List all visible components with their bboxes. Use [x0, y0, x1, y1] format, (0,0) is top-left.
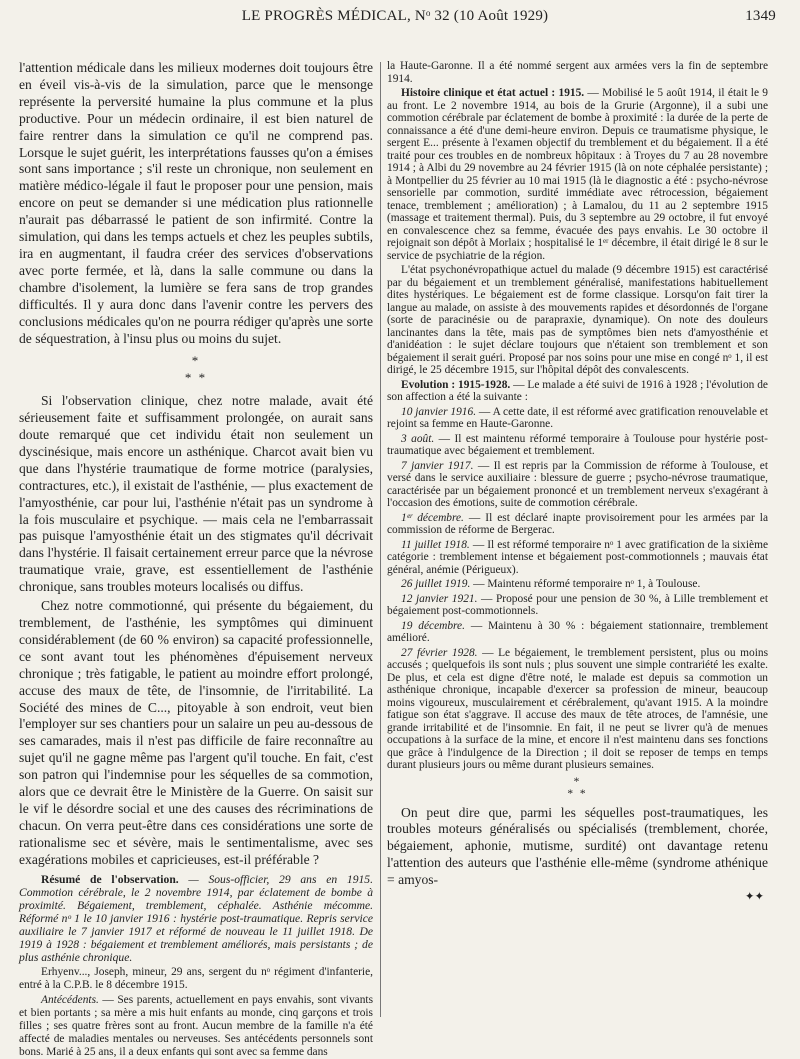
evolution-entry [387, 578, 768, 591]
evolution-entry [387, 647, 768, 772]
paragraph-continued: la Haute-Garonne. Il a été nommé sergent aux armées vers la fin de septembre 1914. [387, 60, 768, 85]
left-column [19, 60, 373, 1059]
right-column [387, 60, 768, 1049]
entry-date: 27 février 1928. [401, 646, 478, 659]
entry-date: 1ᵉʳ décembre. [401, 511, 464, 524]
entry-date: 10 janvier 1916. [401, 405, 477, 418]
end-ornament: ✦✦ [744, 891, 764, 904]
patient-identity: Erhyenv..., Joseph, mineur, 29 ans, sergent du nᵒ régiment d'infanterie, entré à la C.P.B. le 8 décembre 1915. [19, 965, 373, 991]
antecedents-paragraph [19, 994, 373, 1059]
page-number: 1349 [745, 8, 776, 24]
history-text: — Mobilisé le 5 août 1914, il était le 9 au front. Le 2 novembre 1914, au bois de la Grurie (Argonne), il a subi une commotion cérébrale par éclatement de bombe à proximité : la durée de la perte de connaissance a été d'une demi-heure environ. Depuis ce traumatisme physique, le sergent E... présente à l'examen objectif du tremblement et du bégaiement. Il a été traité pour ces troubles en de nombreux hôpitaux : à Troyes du 7 au 28 novembre 1914 ; à Albi du 29 novembre au 24 février 1915 (là on note céphalée persistante) ; à Montpellier du 25 février au 10 mai 1915 (là le diagnostic a été : psycho-névrose sensorielle par commotion, surdité immédiate avec rétrocession, bégaiement tenace, tremblement ; amélioration) ; à Lamalou, du 11 au 2 septembre 1915 (massage et traitement thermal). Puis, du 3 septembre au 29 octobre, il fut envoyé en convalescence chez sa femme, évacuée des pays envahis. Le 30 octobre il rejoignait son dépôt à Morlaix ; hospitalisé le 1ᵉʳ décembre, il était dirigé le 8 sur le service de psychiatrie de la région. [387, 87, 769, 262]
evolution-entry [387, 512, 768, 537]
history-label: Histoire clinique et état actuel : 1915. [401, 87, 585, 99]
summary-label: Résumé de l'observation. [41, 872, 179, 886]
entry-text: — Proposé pour une pension de 30 %, à Lille tremblement et bégaiement post-commotionnels. [387, 592, 768, 617]
entry-text: — Maintenu réformé temporaire nᵒ 1, à Toulouse. [470, 578, 701, 590]
paragraph-commotionne: Chez notre commotionné, qui présente du bégaiement, du tremblement, de l'asthénie, les symptômes qui diminuent considérablement (de 60 % environ) sa capacité professionnelle, ce sont avant tout les phénomènes d'épuisement nerveux chronique ; très fatigable, le patient au moindre effort prolongé, accuse des maux de tête, de l'insomnie, de l'irritabilité. La Société des mines de C..., pitoyable à son endroit, veut bien l'employer sur ses chantiers pour un salaire un peu au-dessous de ses camarades, mais il n'est pas difficile de faire reconnaître au sujet qu'il ne gagne même pas l'argent qu'il touche. En fait, c'est son patron qui l'indemnise pour les séquelles de sa commotion, alors que ce devrait être le Ministère de la Guerre. On saisit sur le vif le désordre social et une des causes des récriminations de chacun. On verra peut-être dans ces considérations une sorte de rationalisme sec et sévère, mais le sentimentalisme, avec ses exagérations mobiles et capricieuses, est-il préférable ? [19, 598, 373, 867]
entry-date: 12 janvier 1921. [401, 592, 478, 605]
evolution-entry [387, 406, 768, 431]
entry-text: — Il est repris par la Commission de réforme à Toulouse, et versé dans le service auxiliaire : blessure de guerre ; psycho-névrose traumatique, caractérisée par un bégaiement prononcé et un tremblement nerveux s'exagérant à l'occasion des émotions, suite de commotion cérébrale. [387, 459, 768, 509]
entry-text: — Il est déclaré inapte provisoirement pour les armées par la commission de réforme de Bergerac. [387, 511, 768, 536]
evolution-entry [387, 460, 768, 510]
evolution-paragraph [387, 379, 768, 404]
evolution-text: — Le malade a été suivi de 1916 à 1928 ; l'évolution de son affection a été la suivante : [387, 378, 768, 403]
entry-text: — A cette date, il est réformé avec gratification renouvelable et rejoint sa femme en Haute-Garonne. [387, 405, 768, 430]
entry-text: — Maintenu à 30 % : bégaiement stationnaire, tremblement amélioré. [387, 619, 769, 644]
journal-title: LE PROGRÈS MÉDICAL, Nᵒ 32 (10 Août 1929) [241, 8, 549, 24]
evolution-entry [387, 593, 768, 618]
entry-date: 3 août. [401, 432, 435, 445]
evolution-entry [387, 433, 768, 458]
entry-text: — Le bégaiement, le tremblement persistent, plus ou moins accusés ; quelquefois ils sont nuls ; plus souvent une simple contrariété les exalte. De plus, et cela est digne d'être noté, le malade est depuis sa commotion un asthénique chronique, incapable d'exercer sa profession de mineur, beaucoup moins vigoureux, musculairement et cérébralement, qu'avant 1915. A la moindre fatigue son état s'aggrave. Il accuse des maux de tête atroces, de l'amnésie, une grande irritabilité et de l'insomnie. En fait, il ne peut se livrer qu'à de menues occupations à la surface de la mine, et encore il n'est maintenu dans ses fonctions que grâce à l'indulgence de la Direction ; il doit se reposer de temps en temps durant plusieurs jours ou même durant plusieurs semaines. [387, 646, 768, 771]
section-separator: * * * [567, 775, 588, 800]
evolution-entry [387, 539, 768, 577]
running-header [14, 6, 776, 28]
paragraph-simulation: l'attention médicale dans les milieux modernes doit toujours être en éveil vis-à-vis de la simulation, parce que le mensonge représente la perversité humaine la plus commune et la plus productive. Pour un médecin ordinaire, il est bien naturel de faire rentrer dans la simulation ce qu'il ne comprend pas. Lorsque le sujet guérit, les interprétations fausses qu'on a émises sont sans importance ; s'il reste un chronique, non seulement en matière médico-légale il faut le proposer pour une pension, mais encore on peut se demander si une médication plus rationnelle n'aurait pas débarrassé le patient de son infirmité. Contre la simulation, qui dans les temps actuels et chez les peuples subtils, ira en augmentant, il faudra créer des services d'observations avec porte fermée, et là, dans la salle commune ou dans la chambre d'isolement, la lumière se fera sans de trop grandes difficultés. Il y aura donc dans l'avenir contre les pervers des conclusions médicales qu'on ne pourra rédiger qu'après une sorte de séquestration, à l'insu plus ou moins du sujet. [19, 60, 373, 346]
evolution-label: Evolution : 1915-1928. [401, 378, 511, 391]
entry-date: 7 janvier 1917. [401, 459, 474, 472]
entry-date: 26 juillet 1919. [401, 578, 471, 590]
evolution-entry [387, 620, 768, 645]
entry-text: — Il est maintenu réformé temporaire à Toulouse pour hystérie post-traumatique avec bégaiement et tremblement. [387, 432, 768, 457]
entry-date: 19 décembre. [401, 619, 465, 632]
paragraph-asthenie: Si l'observation clinique, chez notre malade, avait été sérieusement faite et suffisamment prolongée, on aurait sans doute remarqué que cet individu était non seulement un dyscinésique, mais encore un asthénique. Charcot avait bien vu que dans l'hystérie traumatique de forme motrice (paralysies, contractures, etc.), il existait de l'asthénie, — plus exactement de l'amyosthénie, car pour lui, l'asthénie n'était pas un syndrome à la fois musculaire et psychique. — mais cela ne l'embarrassait pas puisque l'amyosthénie était un des stigmates qu'il décrivait dans l'hystérie. Il faisait certainement erreur parce que la névrose traumatique vraie, grave, est essentiellement de l'asthénie chronique, sans troubles moteurs localisés ou diffus. [19, 393, 373, 595]
section-separator: * * * [184, 353, 208, 386]
entry-text: — Il est réformé temporaire nᵒ 1 avec gratification de la sixième catégorie : tremblement intense et bégaiement post-commotionnels ; mauvais état général, anémie (Périgueux). [387, 538, 768, 576]
closing-paragraph: On peut dire que, parmi les séquelles post-traumatiques, les troubles moteurs généralisés ou spécialisés (tremblement, chorée, bégaiement, aphonie, mutisme, surdité) ont davantage retenu l'attention des auteurs que l'asthénie elle-même (syndrome athénique = amyos- [387, 804, 768, 888]
entry-date: 11 juillet 1918. [401, 538, 470, 551]
summary-text: — Sous-officier, 29 ans en 1915. Commotion cérébrale, le 2 novembre 1914, par éclatement de bombe à proximité. Bégaiement, tremblement, céphalée. Asthénie mécomme. Réformé nᵒ 1 le 10 janvier 1916 : hystérie post-traumatique. Repris service auxiliaire le 7 janvier 1917 et réformé de nouveau le 11 juillet 1918. De 1919 à 1928 : bégaiement et tremblement améliorés, mais persistants ; de plus asthénie chronique. [19, 872, 373, 964]
summary-paragraph [19, 873, 373, 964]
column-divider [380, 62, 381, 1017]
antecedents-label: Antécédents. [41, 993, 99, 1006]
current-state-paragraph: L'état psychonévropathique actuel du malade (9 décembre 1915) est caractérisé par du bégaiement et un tremblement généralisé, manifestations habituellement dites hystériques. Le bégaiement est de forme classique. Lorsqu'on fait tirer la langue au malade, on assiste à des mouvements rapides et désordonnés de l'organe (sorte de paracinésie ou de parapraxie, dynamique). On note des douleurs lancinantes dans la tête, mais pas de symptômes bien nets d'amyosthénie et d'anidéation : le sujet déclare toujours que n'étaient son tremblement et son bégaiement il serait guéri. Proposé par nos soins pour une mise en congé nᵒ 1, il est dirigé, le 25 décembre 1915, sur l'hôpital dépôt des convalescents. [387, 264, 768, 376]
antecedents-text: — Ses parents, actuellement en pays envahis, sont vivants et bien portants ; sa mère a mis huit enfants au monde, cinq garçons et trois filles ; ses quatre frères sont au front. Aucun membre de la famille n'a été affecté de maladies mentales ou nerveuses. Ses antécédents personnels sont bons. Marié à 25 ans, il a deux enfants qui sont avec sa femme dans [19, 993, 373, 1059]
history-paragraph [387, 87, 768, 262]
